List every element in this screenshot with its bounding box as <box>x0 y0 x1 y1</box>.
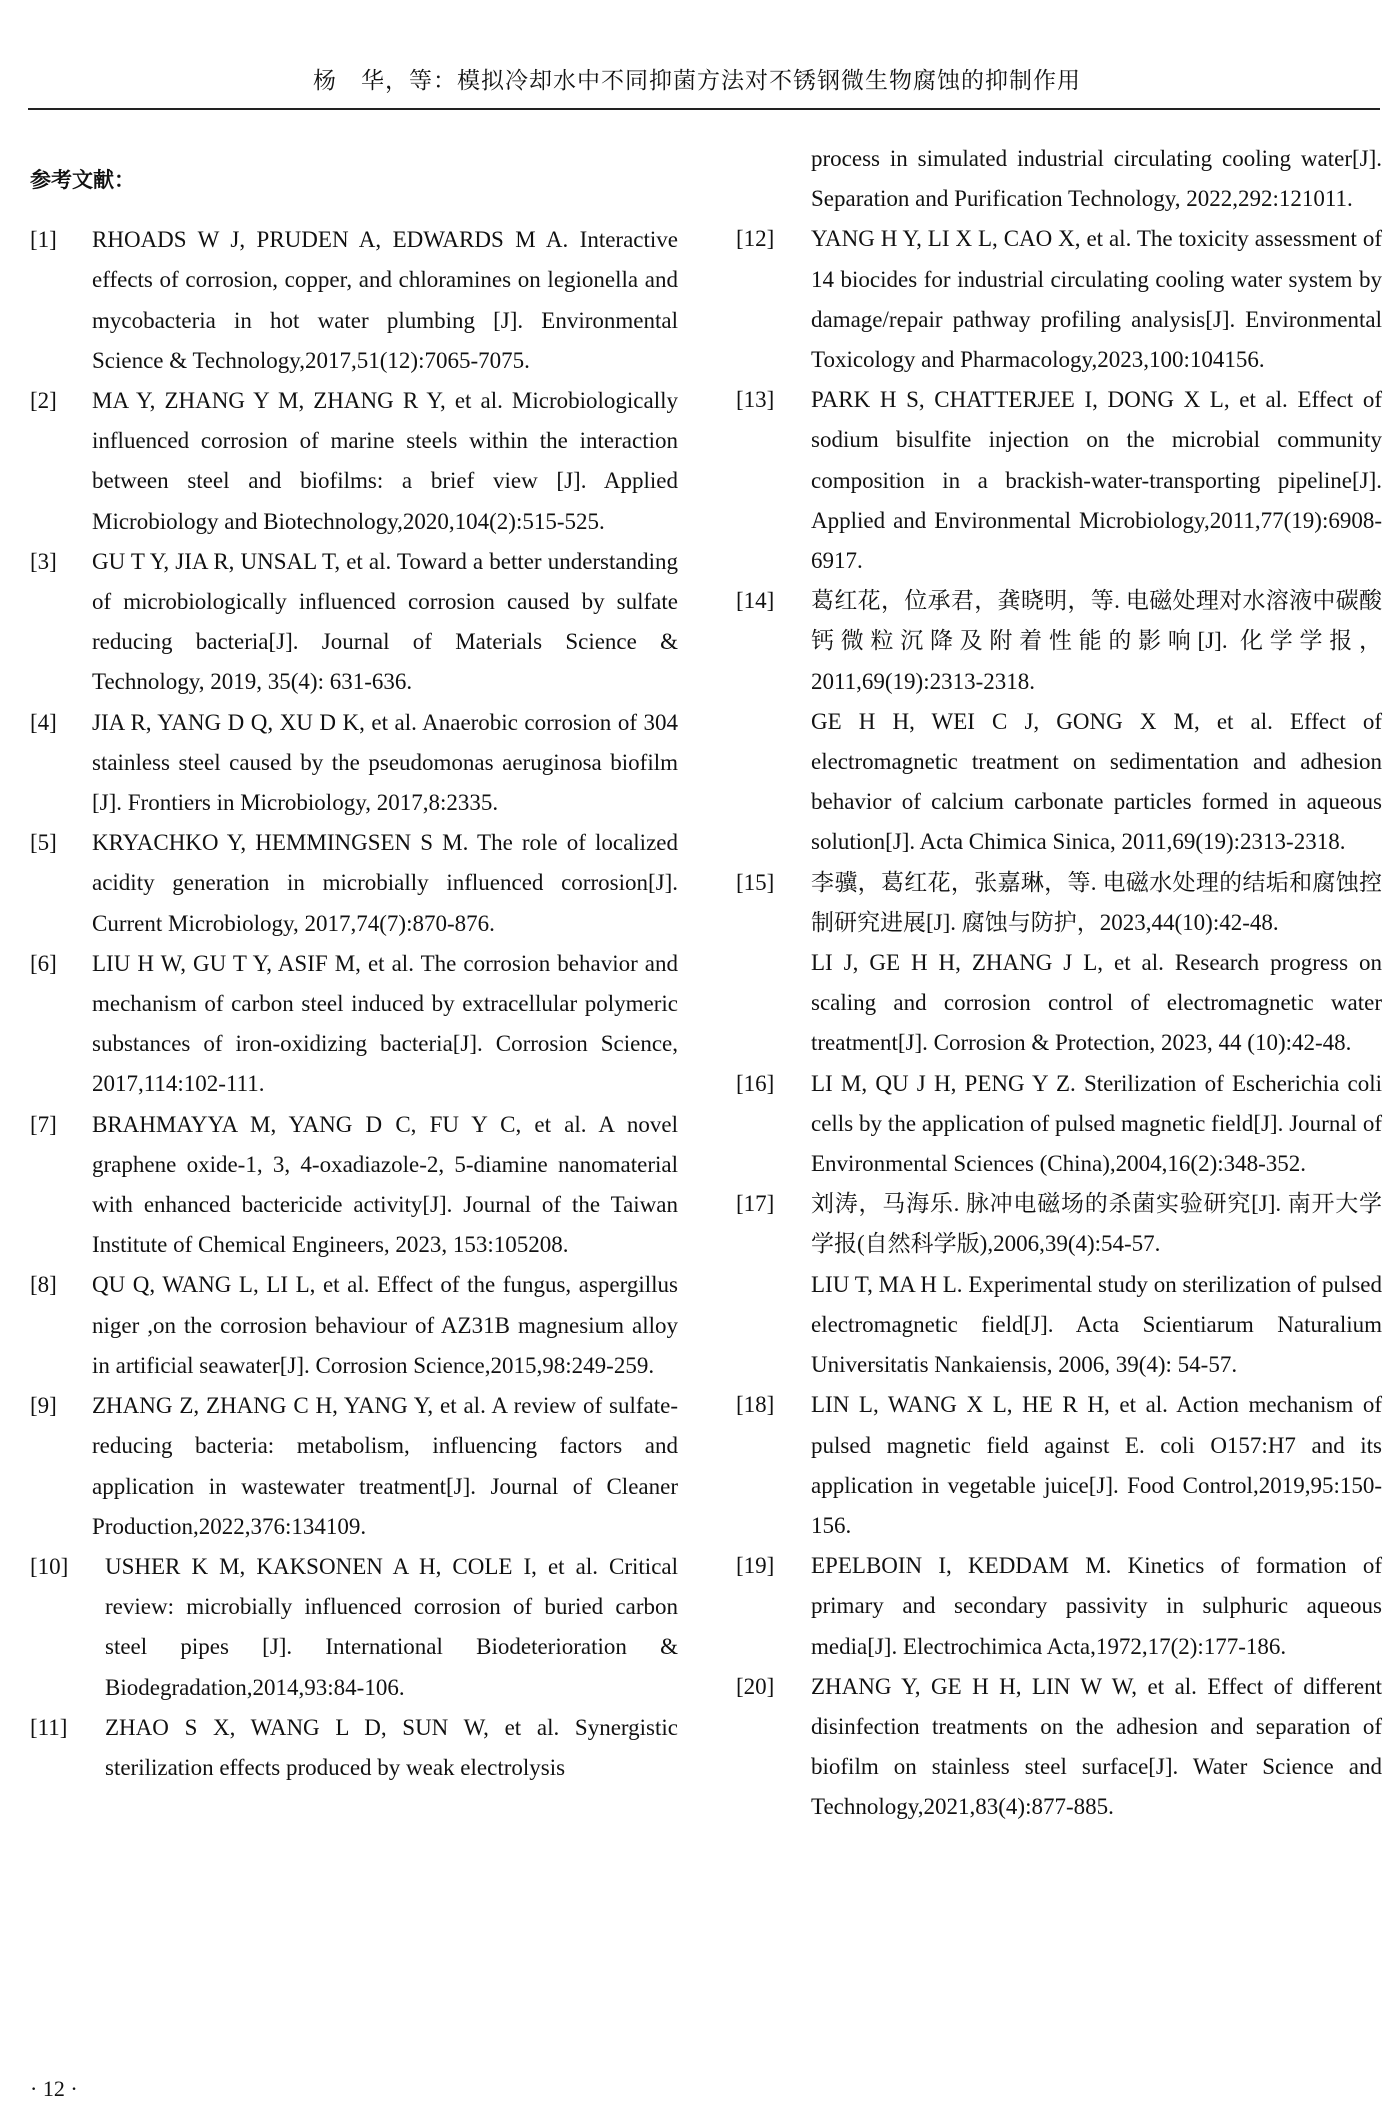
reference-text: LI M, QU J H, PENG Y Z. Sterilization of Escherichia coli cells by the application of pulsed magnetic field[J]. Journal of Environmental Sciences (China),2004,16(2):348-352. <box>811 1070 1382 1177</box>
reference-item <box>30 944 678 1105</box>
reference-number: [4] <box>30 709 57 735</box>
reference-number: [19] <box>736 1553 775 1579</box>
reference-number: [11] <box>30 1714 68 1740</box>
reference-item <box>30 1386 678 1547</box>
reference-number: [16] <box>736 1070 775 1096</box>
header-rule <box>28 108 1380 110</box>
reference-number: [13] <box>736 387 775 413</box>
reference-item <box>736 1385 1382 1546</box>
reference-text: ZHANG Z, ZHANG C H, YANG Y, et al. A review of sulfate-reducing bacteria: metabolism, influencing factors and application in wastewater treatment[J]. Journal of Cleaner Production,2022,376:134109. <box>92 1393 678 1539</box>
reference-item <box>30 381 678 542</box>
reference-item <box>30 1708 678 1788</box>
left-column <box>30 160 678 1788</box>
reference-translation: GE H H, WEI C J, GONG X M, et al. Effect of electromagnetic treatment on sedimentation and adhesion behavior of calcium carbonate particles formed in aqueous solution[J]. Acta Chimica Sinica, 2011,69(19):2313-2318. <box>811 708 1382 855</box>
reference-number: [15] <box>736 869 775 895</box>
reference-text: ZHAO S X, WANG L D, SUN W, et al. Synergistic sterilization effects produced by weak electrolysis <box>105 1714 678 1780</box>
reference-number: [9] <box>30 1393 57 1419</box>
reference-number: [14] <box>736 588 775 614</box>
reference-number: [20] <box>736 1673 775 1699</box>
reference-item <box>736 1064 1382 1185</box>
reference-list-left <box>30 220 678 1788</box>
reference-item <box>736 219 1382 380</box>
reference-translation: LI J, GE H H, ZHANG J L, et al. Research progress on scaling and corrosion control of electromagnetic water treatment[J]. Corrosion & Protection, 2023, 44 (10):42-48. <box>811 950 1382 1056</box>
reference-text: ZHANG Y, GE H H, LIN W W, et al. Effect of different disinfection treatments on the adhesion and separation of biofilm on stainless steel surface[J]. Water Science and Technology,2021,83(4):877-885. <box>811 1673 1382 1820</box>
reference-text: KRYACHKO Y, HEMMINGSEN S M. The role of localized acidity generation in microbially influenced corrosion[J]. Current Microbiology, 2017,74(7):870-876. <box>92 830 678 936</box>
right-column <box>736 139 1382 1828</box>
reference-text: PARK H S, CHATTERJEE I, DONG X L, et al. Effect of sodium bisulfite injection on the microbial community composition in a brackish-water-transporting pipeline[J]. Applied and Environmental Microbiology,2011,77(19):6908-6917. <box>811 387 1382 574</box>
reference-text: LIU H W, GU T Y, ASIF M, et al. The corrosion behavior and mechanism of carbon steel induced by extracellular polymeric substances of iron-oxidizing bacteria[J]. Corrosion Science, 2017,114:102-111. <box>92 950 678 1097</box>
reference-item <box>736 863 1382 1064</box>
reference-item <box>736 1546 1382 1667</box>
reference-translation: LIU T, MA H L. Experimental study on sterilization of pulsed electromagnetic field[J]. Acta Scientiarum Naturalium Universitatis Nankaiensis, 2006, 39(4): 54-57. <box>811 1271 1382 1378</box>
reference-number: [12] <box>736 226 775 252</box>
reference-item <box>30 1265 678 1386</box>
reference-continuation: process in simulated industrial circulating cooling water[J]. Separation and Purification Technology, 2022,292:121011. <box>811 146 1382 212</box>
reference-text: QU Q, WANG L, LI L, et al. Effect of the fungus, aspergillus niger ,on the corrosion behaviour of AZ31B magnesium alloy in artificial seawater[J]. Corrosion Science,2015,98:249-259. <box>92 1272 678 1378</box>
reference-item <box>30 823 678 944</box>
reference-text: 葛红花，位承君，龚晓明，等. 电磁处理对水溶液中碳酸钙微粒沉降及附着性能的影响[J]. 化学学报，2011,69(19):2313-2318. <box>811 588 1382 694</box>
reference-text: USHER K M, KAKSONEN A H, COLE I, et al. Critical review: microbially influenced corrosion of buried carbon steel pipes [J]. International Biodeterioration & Biodegradation,2014,93:84-106. <box>105 1553 678 1700</box>
reference-item <box>736 1667 1382 1828</box>
reference-text: 李骥，葛红花，张嘉琳，等. 电磁水处理的结垢和腐蚀控制研究进展[J]. 腐蚀与防护，2023,44(10):42-48. <box>811 869 1382 935</box>
reference-item <box>736 380 1382 581</box>
reference-number: [2] <box>30 388 57 414</box>
reference-number: [3] <box>30 548 57 574</box>
reference-number: [5] <box>30 830 57 856</box>
reference-text: 刘涛，马海乐. 脉冲电磁场的杀菌实验研究[J]. 南开大学学报(自然科学版),2006,39(4):54-57. <box>811 1191 1382 1257</box>
reference-number: [17] <box>736 1191 775 1217</box>
reference-item <box>736 581 1382 862</box>
reference-item <box>30 1105 678 1266</box>
reference-text: YANG H Y, LI X L, CAO X, et al. The toxicity assessment of 14 biocides for industrial circulating cooling water system by damage/repair pathway profiling analysis[J]. Environmental Toxicology and Pharmacology,2023,100:104156. <box>811 226 1382 373</box>
reference-text: EPELBOIN I, KEDDAM M. Kinetics of formation of primary and secondary passivity in sulphuric aqueous media[J]. Electrochimica Acta,1972,17(2):177-186. <box>811 1553 1382 1659</box>
reference-text: LIN L, WANG X L, HE R H, et al. Action mechanism of pulsed magnetic field against E. coli O157:H7 and its application in vegetable juice[J]. Food Control,2019,95:150-156. <box>811 1392 1382 1538</box>
page-number: · 12 · <box>30 2076 78 2101</box>
reference-number: [8] <box>30 1272 57 1298</box>
reference-text: BRAHMAYYA M, YANG D C, FU Y C, et al. A novel graphene oxide-1, 3, 4-oxadiazole-2, 5-diamine nanomaterial with enhanced bactericide activity[J]. Journal of the Taiwan Institute of Chemical Engineers, 2023, 153:105208. <box>92 1111 678 1258</box>
reference-text: JIA R, YANG D Q, XU D K, et al. Anaerobic corrosion of 304 stainless steel caused by the pseudomonas aeruginosa biofilm [J]. Frontiers in Microbiology, 2017,8:2335. <box>92 709 678 816</box>
reference-item <box>30 1547 678 1708</box>
reference-number: [10] <box>30 1553 69 1579</box>
reference-text: MA Y, ZHANG Y M, ZHANG R Y, et al. Microbiologically influenced corrosion of marine steels within the interaction between steel and biofilms: a brief view [J]. Applied Microbiology and Biotechnology,2020,104(2):515-525. <box>92 388 678 534</box>
references-heading: 参考文献： <box>30 168 135 192</box>
reference-number: [6] <box>30 950 57 976</box>
reference-list-right <box>736 219 1382 1827</box>
reference-number: [18] <box>736 1392 775 1418</box>
reference-text: GU T Y, JIA R, UNSAL T, et al. Toward a better understanding of microbiologically influenced corrosion caused by sulfate reducing bacteria[J]. Journal of Materials Science & Technology, 2019, 35(4): 631-636. <box>92 548 678 695</box>
reference-item <box>736 1184 1382 1385</box>
reference-item <box>30 220 678 381</box>
reference-item <box>30 542 678 703</box>
reference-number: [7] <box>30 1111 57 1137</box>
reference-text: RHOADS W J, PRUDEN A, EDWARDS M A. Interactive effects of corrosion, copper, and chloramines on legionella and mycobacteria in hot water plumbing [J]. Environmental Science & Technology,2017,51(12):7065-7075. <box>92 227 678 373</box>
running-head: 杨 华，等：模拟冷却水中不同抑菌方法对不锈钢微生物腐蚀的抑制作用 <box>313 68 1081 93</box>
reference-item <box>30 703 678 824</box>
reference-number: [1] <box>30 227 57 253</box>
